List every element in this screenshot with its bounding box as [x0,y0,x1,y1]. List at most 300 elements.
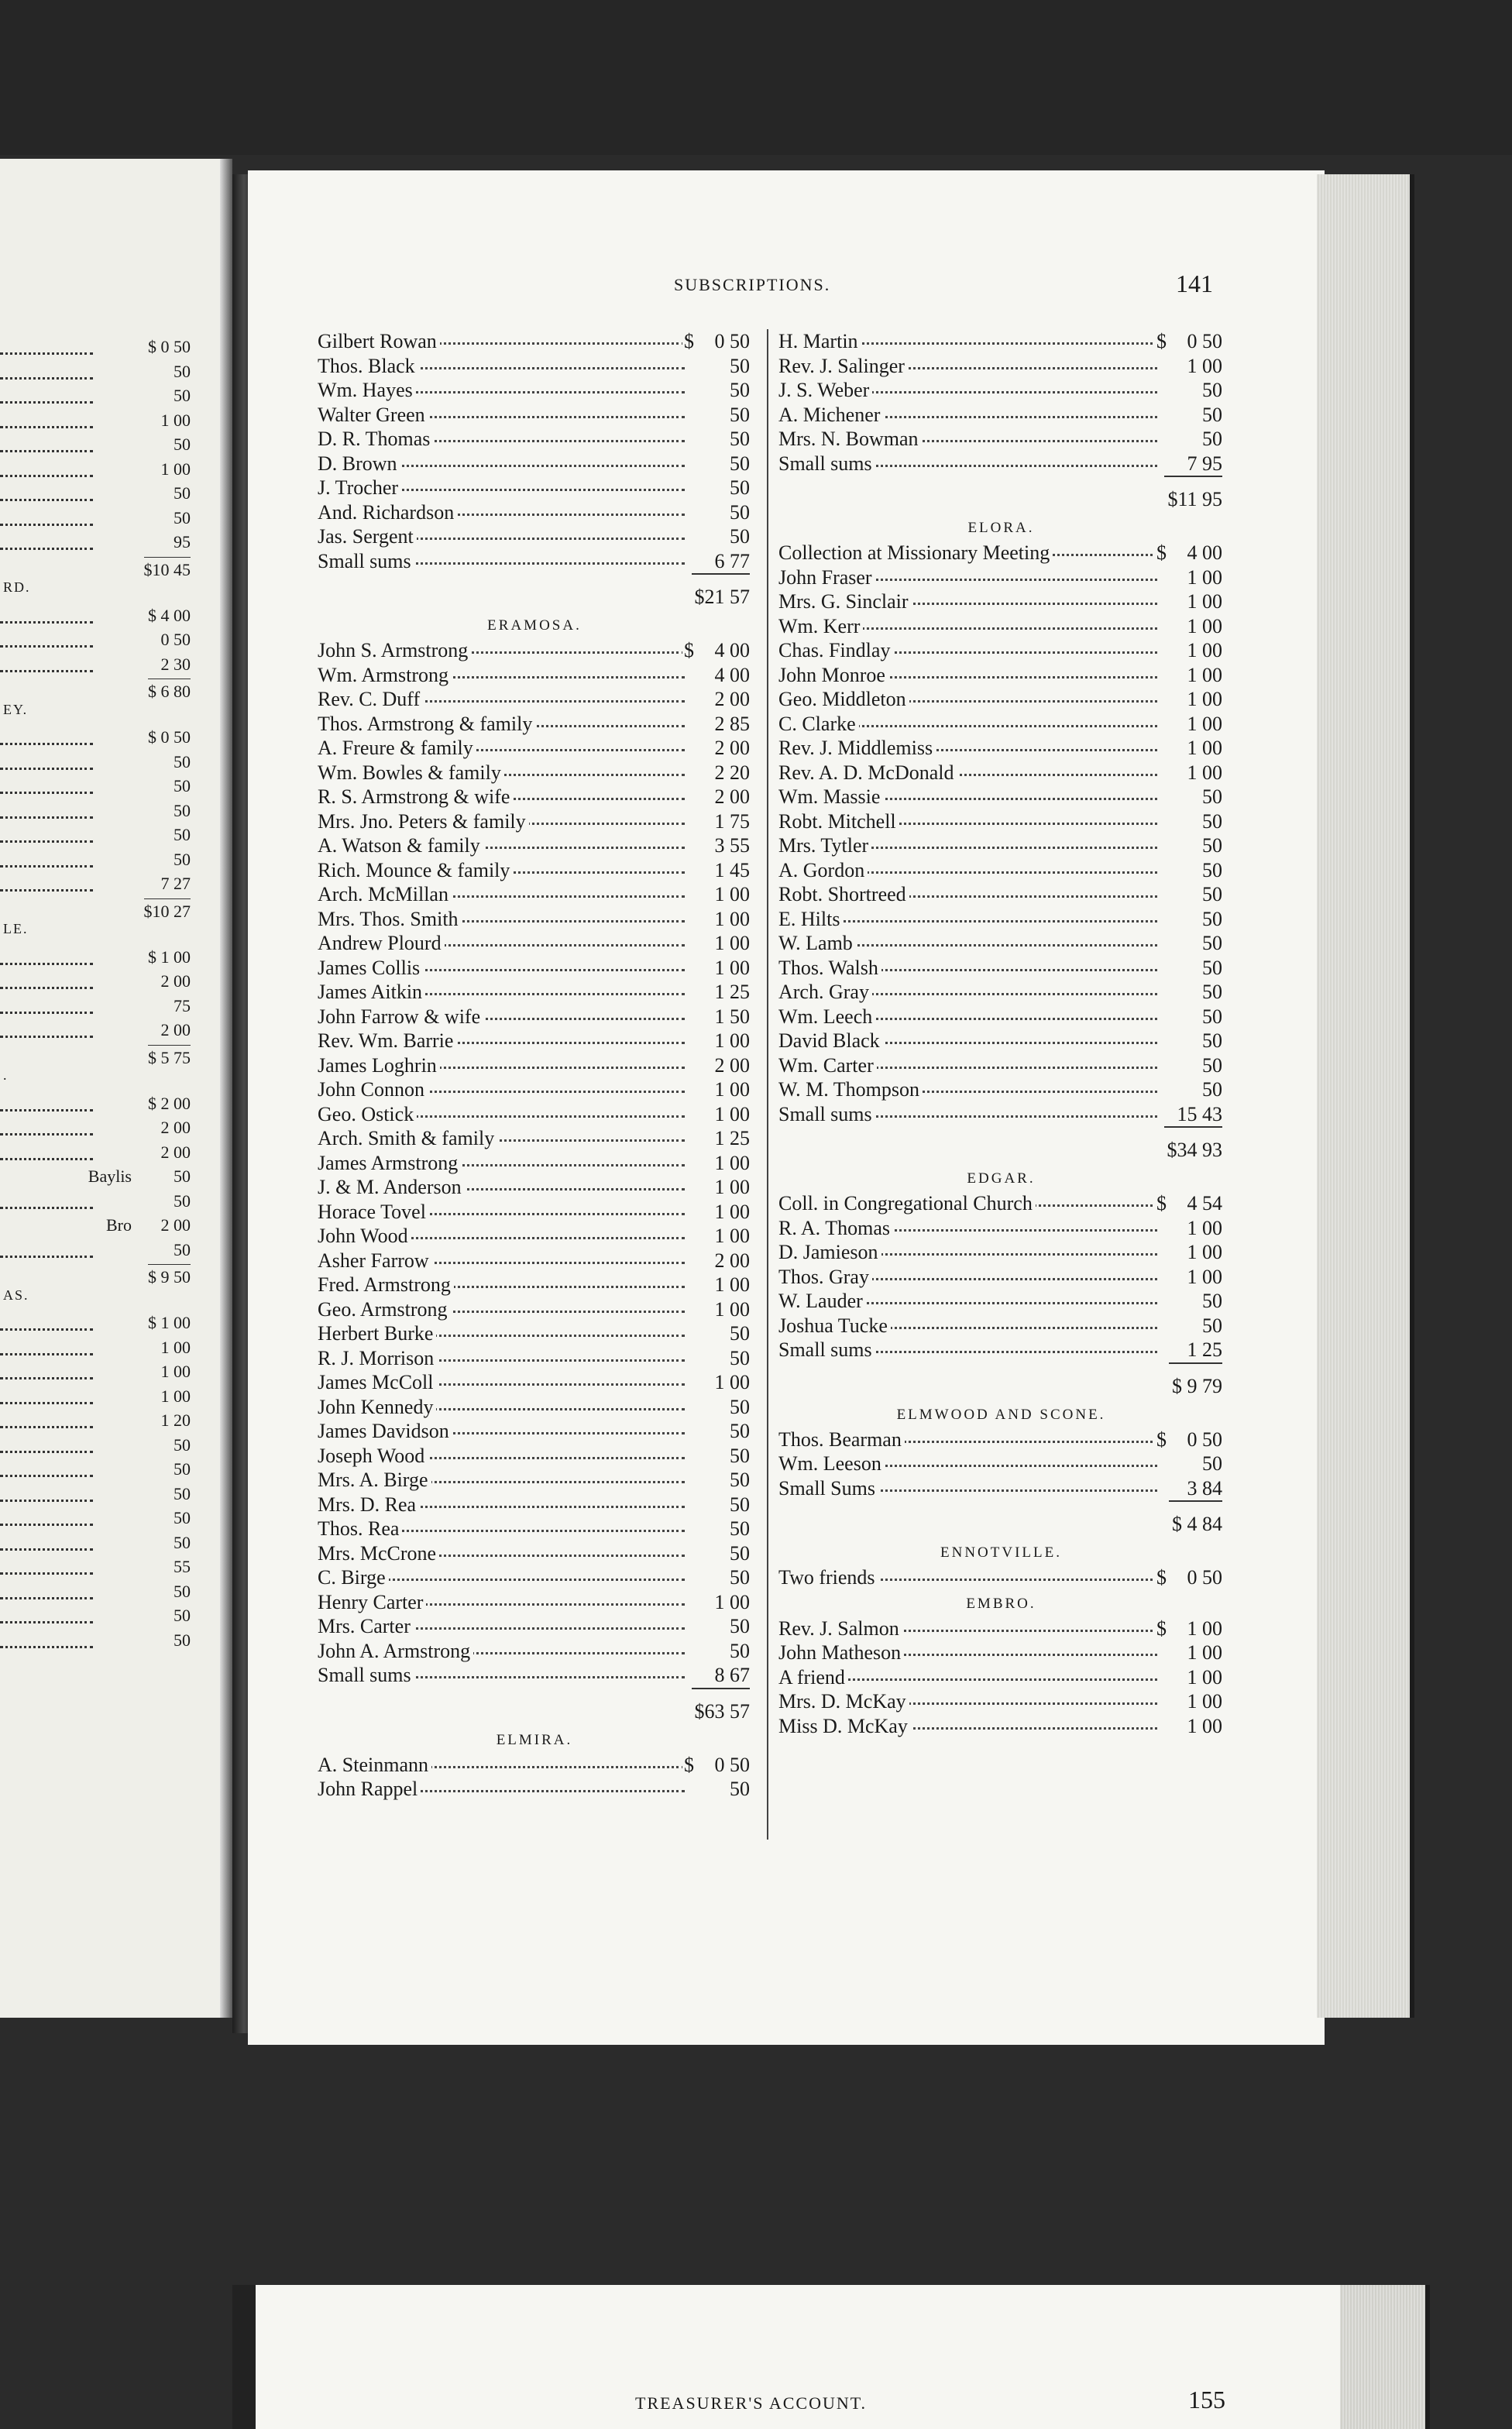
leader-dots [0,973,93,989]
subscription-amount: 50 [1202,809,1222,833]
subscriber-name: James Aitkin [318,980,425,1005]
subscription-amount: 50 [1202,1005,1222,1028]
subscriber-row [778,1665,1224,1690]
left-row-amount: 1 00 [160,1362,191,1381]
left-section-total: $ 9 50 [148,1264,191,1287]
subscription-amount: 1 00 [714,883,750,905]
subscriber-name: A. Watson & family [318,833,483,858]
subscriber-name: Two friends [778,1565,878,1590]
subscriber-row [318,1029,751,1053]
subscription-amount: 7 95 [1187,452,1222,475]
left-row [0,1629,201,1654]
left-row-amount: 50 [174,1190,191,1211]
left-row-amount: $ 0 50 [148,337,191,356]
subscription-amount: 0 50 [1187,1428,1222,1451]
leader-dots [0,1095,93,1111]
running-head: SUBSCRIPTIONS. [674,275,831,294]
subscription-amount: 50 [730,1566,750,1589]
subscriber-row [318,452,751,476]
subscriber-row [318,1273,751,1297]
left-row [0,775,201,799]
left-row-amount: $ 0 50 [148,727,191,747]
subscriber-name: Mrs. N. Bowman [778,427,922,452]
subscription-amount: 50 [1202,956,1222,979]
subscriber-row [318,1321,751,1346]
left-row [0,1141,201,1166]
subscription-amount: 50 [730,1322,750,1345]
left-row-amount: 2 30 [160,654,191,674]
background-top [0,0,1512,155]
section-heading: ERAMOSA. [487,617,582,634]
leader-dots [0,1534,93,1551]
subscription-amount: 1 25 [714,981,750,1003]
left-row [0,946,201,971]
subscriber-name: A. Michener [778,403,883,428]
subscription-amount: 2 00 [714,1249,750,1272]
leader-dots [0,1461,93,1477]
subscriber-row [318,524,751,549]
subscription-amount: 50 [1202,1314,1222,1337]
left-row [0,1092,201,1117]
subscription-amount: 1 00 [714,1371,750,1393]
left-section-heading: LE. [3,921,29,936]
subscriber-row [778,1616,1224,1641]
subscriber-row [318,1005,751,1029]
subscription-amount: 50 [730,1444,750,1467]
section-heading: EMBRO. [966,1595,1036,1612]
subscription-amount: 50 [730,525,750,548]
subscription-amount: 50 [1202,403,1222,426]
subscription-amount: 1 00 [1187,565,1222,589]
leader-dots [0,387,93,404]
subscriber-row [318,1590,751,1615]
subscriber-name: Rev. J. Salinger [778,354,908,379]
left-row-amount: 50 [174,800,191,820]
subscriber-row [318,1224,751,1249]
subscriber-name: Horace Tovel [318,1200,429,1225]
subscriber-name: Mrs. Carter [318,1614,414,1639]
subscriber-name: H. Martin [778,329,861,354]
left-row [0,335,201,360]
subscriber-row [778,1428,1224,1452]
left-row-amount: 1 20 [160,1410,191,1430]
left-row [0,1214,201,1239]
leader-dots [0,1119,93,1135]
subscription-amount: 1 25 [714,1127,750,1149]
subscriber-row [318,638,751,663]
left-row-amount: 50 [174,1459,191,1479]
subscription-amount: 50 [730,500,750,524]
subscriber-name: John S. Armstrong [318,638,471,663]
subscriber-name: Wm. Bowles & family [318,761,504,785]
dollar-sign: $ [1156,541,1167,564]
subscriber-name: Thos. Bearman [778,1428,905,1452]
subscription-amount: 50 [730,1346,750,1369]
subscription-amount: 1 00 [1187,614,1222,637]
subscriber-row [318,663,751,688]
subscriber-name: Robt. Mitchell [778,809,899,834]
subscriber-row [318,1444,751,1469]
subscriber-row [318,1517,751,1541]
subscription-amount: 2 00 [714,688,750,710]
subscriber-row [778,1240,1224,1265]
leader-dots [0,1510,93,1526]
left-total-row [0,555,201,580]
subscriber-name: James Collis [318,956,423,981]
subscriber-row [778,1314,1224,1338]
subscription-amount: 2 20 [714,761,750,784]
left-row [0,628,201,653]
left-row-amount: $ 1 00 [148,1313,191,1332]
subscriber-name: Arch. Smith & family [318,1126,497,1151]
leader-dots [0,412,93,428]
subscriber-name: Mrs. A. Birge [318,1468,431,1493]
subscriber-row [778,1053,1224,1078]
subscription-amount: 1 00 [1187,639,1222,661]
subscriber-row [318,761,751,785]
leader-dots [0,1363,93,1379]
subscription-amount: 1 00 [1187,1665,1222,1689]
subscriber-row [318,809,751,834]
subscriber-name: Thos. Black [318,354,418,379]
subscriber-name: John Connon [318,1077,428,1102]
left-row [0,1165,201,1190]
subscriber-name: Thos. Rea [318,1517,402,1541]
subscriber-row [318,1753,751,1778]
subscriber-row [778,427,1224,452]
subscriber-name: W. Lamb [778,931,856,956]
subscriber-row [318,1493,751,1517]
leader-dots [0,754,93,770]
subscriber-name: Andrew Plourd [318,931,445,956]
subscription-amount: 1 75 [714,809,750,833]
subscription-amount: 2 00 [714,785,750,808]
subscription-amount: 1 00 [714,1029,750,1052]
subscription-amount: 50 [730,476,750,499]
subscriber-row [318,1053,751,1078]
left-row [0,1385,201,1410]
subscription-amount: 2 00 [714,737,750,759]
subscription-amount: 50 [730,1469,750,1491]
subscriber-name: W. M. Thompson [778,1077,923,1102]
dollar-sign: $ [1156,330,1167,352]
subscriber-row [318,403,751,428]
left-total-row [0,897,201,922]
section-heading: ELORA. [967,520,1035,536]
subscription-amount: 50 [730,452,750,475]
subscription-amount: 1 00 [1187,590,1222,613]
subscriber-name: John A. Armstrong [318,1639,473,1664]
subscriber-name: John Kennedy [318,1395,436,1420]
subscriber-name: Chas. Findlay [778,638,893,663]
subscriber-name: Mrs. D. McKay [778,1689,909,1714]
left-row-amount: 50 [174,361,191,381]
subscription-amount: 50 [1202,1452,1222,1475]
dollar-sign: $ [1156,1428,1167,1451]
subscriber-row [778,1338,1224,1362]
leader-dots [0,1242,93,1258]
subscriptions-column-2 [778,329,1224,1738]
leader-dots [0,485,93,501]
subscription-amount: 50 [730,354,750,377]
left-page-gutter [220,159,232,2018]
left-row [0,1458,201,1482]
left-row-amount: 0 50 [160,630,191,649]
subscriber-row [778,858,1224,883]
subscription-amount: 3 55 [714,834,750,857]
subscriber-row [778,638,1224,663]
subscriber-row [318,882,751,907]
subscription-amount: 1 50 [714,1005,750,1028]
dollar-sign: $ [1156,1616,1167,1640]
subscription-amount: 2 00 [714,1053,750,1077]
subscription-amount: 1 00 [1187,761,1222,784]
subscriber-row [318,1151,751,1176]
section-total-row [318,573,751,612]
left-row-amount: 2 00 [160,1118,191,1137]
subscription-amount: 50 [1202,932,1222,954]
subscription-amount: 6 77 [714,549,750,572]
section-total-row [778,1126,1224,1165]
subscriber-row [318,476,751,500]
subscriber-row [778,403,1224,428]
left-row-name: Bro [106,1215,132,1235]
subscriber-row [318,1614,751,1639]
subscription-amount: 2 85 [714,712,750,735]
subscriber-row [318,785,751,809]
subscription-amount: 1 00 [714,1225,750,1247]
left-row [0,1507,201,1531]
subscriber-row [778,1289,1224,1314]
subscriber-name: E. Hilts [778,907,843,932]
leader-dots [0,802,93,819]
leader-dots [0,851,93,868]
subscriber-name: Wm. Kerr [778,614,863,639]
subscription-amount: 1 00 [714,1590,750,1613]
subscriber-name: D. Jamieson [778,1240,881,1265]
subscriber-name: J. S. Weber [778,378,872,403]
dollar-sign: $ [1156,1192,1167,1214]
left-row-amount: 55 [174,1557,191,1576]
subscription-amount: 1 00 [1187,1641,1222,1664]
left-row-amount: 50 [174,1483,191,1503]
subscriber-row [778,1077,1224,1102]
subscriber-row [318,1639,751,1664]
subscriber-row [318,1419,751,1444]
left-row [0,409,201,434]
subscriber-row [318,1370,751,1395]
left-row-amount: 50 [174,1508,191,1527]
subscriber-row [318,500,751,525]
column-divider [767,329,768,1840]
left-row [0,726,201,751]
left-row [0,507,201,531]
left-row-amount: 50 [174,1606,191,1625]
section-heading: ENNOTVILLE. [940,1544,1062,1561]
left-row [0,995,201,1019]
left-row-amount: 50 [174,1532,191,1552]
subscriber-name: Small sums [318,549,414,574]
subscription-amount: 50 [730,1541,750,1565]
subscriber-row [778,1265,1224,1290]
subscriber-name: Rich. Mounce & family [318,858,513,883]
left-row-amount: 2 00 [160,1020,191,1039]
left-row [0,433,201,458]
subscriber-name: Thos. Armstrong & family [318,712,535,737]
subscriber-row [318,1249,751,1273]
left-row-amount: 50 [174,1581,191,1601]
left-row [0,799,201,824]
subscription-amount: 50 [730,1615,750,1637]
subscription-amount: 1 00 [1187,688,1222,710]
subscriber-name: James Loghrin [318,1053,440,1078]
left-row [0,1482,201,1507]
subscription-amount: 1 00 [1187,737,1222,759]
subscriber-row [778,736,1224,761]
left-row-amount: 2 00 [160,971,191,991]
subscriber-name: Fred. Armstrong [318,1273,454,1297]
subscription-amount: 50 [1202,379,1222,401]
left-row [0,458,201,483]
subscriber-name: James Davidson [318,1419,452,1444]
leader-dots [0,534,93,550]
leader-dots [0,338,93,355]
left-total-row [0,1263,201,1287]
subscriber-row [318,712,751,737]
left-row-amount: 75 [174,995,191,1015]
subscriber-row [318,1565,751,1590]
left-page-column [0,335,201,1653]
subscriber-row [778,589,1224,614]
subscriber-name: James McColl [318,1370,437,1395]
subscriber-row [318,1200,751,1225]
leader-dots [0,436,93,452]
section-total-row [318,1688,751,1726]
subscriber-name: Jas. Sergent [318,524,417,549]
subscriber-row [778,687,1224,712]
subscriber-row [778,956,1224,981]
subscription-amount: 1 00 [714,1176,750,1198]
leader-dots [0,1022,93,1038]
subscription-amount: 1 00 [1187,1690,1222,1713]
subscription-amount: 1 00 [714,1200,750,1223]
subscriber-row [778,931,1224,956]
leader-dots [0,1632,93,1648]
leader-dots [0,1193,93,1209]
subscriber-name: Robt. Shortreed [778,882,909,907]
subscription-amount: 50 [730,403,750,426]
subscription-amount: 15 43 [1177,1102,1222,1125]
subscriber-row [318,1777,751,1802]
subscriber-row [778,1565,1224,1590]
leader-dots [0,1314,93,1331]
subscriber-name: Small sums [778,1338,875,1362]
subscription-amount: 1 45 [714,858,750,881]
subscriber-row [778,565,1224,590]
subscriber-row [778,712,1224,737]
subscriber-name: Collection at Missionary Meeting [778,541,1053,565]
subscriber-row [318,736,751,761]
left-row-amount: 1 00 [160,1337,191,1357]
subscriber-name: R. S. Armstrong & wife [318,785,513,809]
subscription-amount: 1 00 [714,1102,750,1125]
subscription-amount: 1 00 [1187,1241,1222,1263]
subscriber-name: Mrs. Jno. Peters & family [318,809,529,834]
left-page [0,159,232,2018]
subscriber-name: R. J. Morrison [318,1346,437,1371]
subscriber-row [778,761,1224,785]
subscription-amount: 3 84 [1187,1476,1222,1500]
leader-dots [0,1388,93,1404]
left-section-heading: RD. [3,579,31,595]
subscriber-name: Geo. Armstrong [318,1297,451,1322]
left-row-amount: 1 00 [160,459,191,479]
leader-dots [0,631,93,648]
section-total: $21 57 [692,573,751,620]
left-row [0,1311,201,1336]
leader-dots [0,1412,93,1428]
subscriber-name: Arch. Gray [778,980,872,1005]
subscriber-row [318,1102,751,1127]
subscriber-name: Herbert Burke [318,1321,436,1346]
subscriber-name: Geo. Ostick [318,1102,417,1127]
left-row [0,1116,201,1141]
subscriber-name: Small sums [318,1663,414,1688]
dollar-sign: $ [684,330,694,352]
left-row-amount: 1 00 [160,410,191,430]
subscription-amount: 50 [1202,785,1222,808]
section-total: $63 57 [692,1688,751,1734]
subscriber-name: Wm. Hayes [318,378,416,403]
left-row-amount: 95 [174,532,191,551]
section-total-row [778,1362,1224,1401]
subscriber-name: C. Clarke [778,712,859,737]
subscriber-name: Rev. A. D. McDonald [778,761,957,785]
leader-dots [0,1558,93,1575]
subscriber-name: Geo. Middleton [778,687,909,712]
left-row-amount: 50 [174,507,191,527]
subscriber-row [778,663,1224,688]
subscriber-name: Thos. Gray [778,1265,872,1290]
left-row [0,1434,201,1458]
subscription-amount: 4 00 [1187,541,1222,564]
left-section-total: $ 6 80 [148,679,191,702]
subscriber-row [318,956,751,981]
left-row [0,360,201,385]
subscriber-name: Small sums [778,452,875,476]
subscriber-row [778,452,1224,476]
section-total: $ 4 84 [1169,1500,1222,1547]
subscriber-row [318,1346,751,1371]
subscription-amount: 1 00 [1187,1265,1222,1288]
section-total: $34 93 [1164,1126,1223,1173]
subscription-amount: 1 00 [1187,1616,1222,1640]
subscription-amount: 1 00 [714,1078,750,1101]
subscriber-row [778,809,1224,834]
subscriber-row [778,378,1224,403]
subscriber-name: D. R. Thomas [318,427,433,452]
left-row [0,1360,201,1385]
subscription-amount: 50 [730,1517,750,1540]
subscriber-name: W. Lauder [778,1289,866,1314]
left-row-amount: 50 [174,483,191,503]
subscriber-name: J. & M. Anderson [318,1175,465,1200]
left-row [0,531,201,555]
subscriber-name: A friend [778,1665,848,1690]
left-section-total: $ 5 75 [148,1045,191,1068]
left-row-amount: 50 [174,1166,191,1186]
leader-dots [0,1339,93,1355]
